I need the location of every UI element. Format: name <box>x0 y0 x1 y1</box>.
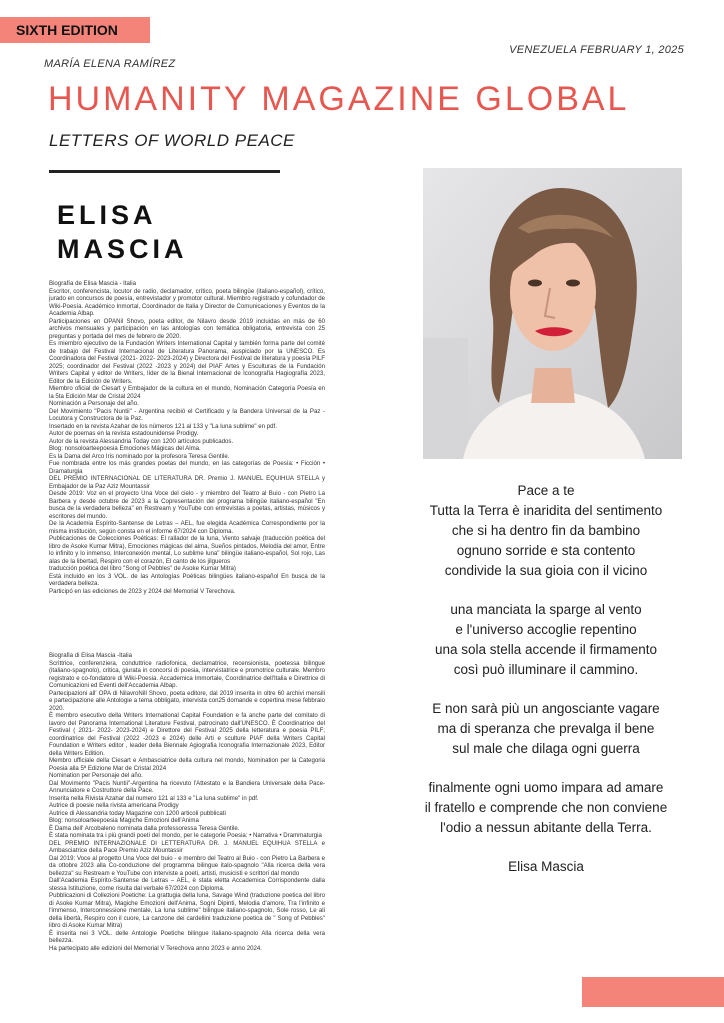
poem-line: una manciata la sparge al vento <box>450 602 642 617</box>
bio-es-paragraph: Participaciones en OPANil Shovo, poeta editor, de Nilavro desde 2019 incluidas en más de 60 archivos mensuales y participación en las antologías con temática obligatoria, entrevista con 25 preguntas y portada del mes de febrero de 2020. <box>49 317 325 340</box>
poem-line: che si ha dentro fin da bambino <box>451 523 641 538</box>
bio-es-paragraph: Del Movimiento "Pacis Nuntii" - Argentina recibió el Certificado y la Bandera Universal de la Paz - Locutora y Constructora de la Paz. <box>49 407 325 422</box>
poem-line: sul male che dilaga ogni guerra <box>452 741 640 756</box>
bio-es-paragraph: Participó en las ediciones de 2023 y 2024 del Memorial V Terechova. <box>49 587 236 595</box>
bio-it-paragraph: Autrice di poesie nella rivista americana Prodigy <box>49 802 179 809</box>
poem-line: condivide la sua gioia con il vicino <box>444 563 648 578</box>
bio-it-paragraph: Membro ufficiale della Ciesart e Ambasciatrice della cultura nel mondo, Nomination per la Categoria Poesia alla 5ª Edizione Mar de Cristal 2024 <box>49 757 325 772</box>
magazine-title: HUMANITY MAGAZINE GLOBAL <box>48 80 630 118</box>
bio-es-paragraph: Blog: nonsoloarteepoesia Emociones Mágicas del Alma. <box>49 445 201 452</box>
bio-it-paragraph: Partecipazioni all' OPA di NilavroNill Shovo, poeta editore, dal 2019 inserita in oltre 60 archivi mensili e partecipazione alle Antologie a tema obbligato, intervista con25 domande e copertina mese febbraio 2020. <box>49 689 325 712</box>
biography-spanish <box>49 280 325 595</box>
bio-es-paragraph: Autor de la revista Alessandria Today con 1200 artículos publicados. <box>49 437 234 445</box>
title-divider <box>49 170 280 173</box>
portrait-illustration <box>423 168 682 459</box>
bio-es-paragraph: traducción poética del libro "Song of Pebbles" de Asoke Kumar Mitra) <box>49 565 236 572</box>
poem <box>396 481 696 877</box>
poem-line: Tutta la Terra è inaridita del sentimento <box>429 503 663 518</box>
editor-name: MARÍA ELENA RAMÍREZ <box>44 58 176 70</box>
author-name <box>57 198 188 266</box>
bio-es-paragraph: Escritor, conferencista, locutor de radio, declamador, crítico, poeta bilingüe (italiano-español), crítico, jurado en concursos de poesía, entrevistador y promotor cultural. Miembro registrado y cofundador de Wiki-Poesía. Académico Inmortal, Coordinador de Italia y Director de Comunicaciones y Eventos de la Academia Albap. <box>49 287 325 317</box>
poem-stanza <box>396 600 696 680</box>
poem-line: ognuno sorride e sta contento <box>456 543 636 558</box>
edition-badge: SIXTH EDITION <box>0 17 150 43</box>
bio-es-paragraph: Insertado en la revista Azahar de los números 121 al 133 y "La luna sublime" en pdf. <box>49 422 277 430</box>
issue-date: VENEZUELA FEBRUARY 1, 2025 <box>509 44 684 56</box>
bio-it-paragraph: Ha partecipato alle edizioni del Memorial V Terechova anno 2023 e anno 2024. <box>49 944 262 952</box>
bio-it-paragraph: Dall'Academia Espírito-Santense de Letras – AEL, è stata eletta Accademica Corrispondente dalla stessa Istituzione, come risulta dal verbale 67/2024 con Diploma. <box>49 877 325 892</box>
author-last-name: MASCIA <box>57 234 188 264</box>
poem-line: così può illuminare il cammino. <box>453 662 639 677</box>
bio-es-paragraph: Miembro oficial de Ciesart y Embajador de la cultura en el mundo, Nominación Categoría Poesía en la 5ta Edición Mar de Cristal 2024 <box>49 385 325 400</box>
bio-it-paragraph: Pubblicazioni di Collezioni Poetiche: La grattugia della luna, Savage Wind (traduzione poetica del libro di Asoke Kumar Mitra), Magiche Emozioni dell'Anima, Sogni Dipinti, Melodia d'amore, Tra l'infinito e l'immenso, Interconnessione mentale, La luna sublime" bilingue italiano-spagnolo, Sole rosso, Le ali della libertà, Respiro con il cuore, La canzone dei cardellini traduzione poetica de " Song of Pebbles" libro di Asoke Kumar Mitra) <box>49 892 325 929</box>
bio-it-paragraph: Scrittrice, conferenziera, conduttrice radiofonica, declamatrice, recensionista, poetessa bilingue (italiano-spagnolo), critica, giurata in concorsi di poesia, intervistatrice e promotrice culturale. Membro registrato e co-fondatore di Wiki-Poesia. Accademica Immortale, Coordinatrice dell'Italia e Direttrice di Comunicazioni ed Eventi dell'Accademia Albap. <box>49 659 325 689</box>
bio-es-paragraph: Biografía de Elisa Mascia - Italia <box>49 280 137 287</box>
bio-es-paragraph: Está incluido en los 3 VOL. de las Antologías Poéticas bilingües italiano-español En busca de la verdadera belleza. <box>49 572 325 587</box>
bio-it-paragraph: È Dama dell' Arcobaleno nominata dalla professoressa Teresa Gentile. <box>49 824 240 832</box>
author-portrait <box>423 168 682 459</box>
bio-es-paragraph: Es miembro ejecutivo de la Fundación Writers International Capital y también forma parte del comité de trabajo del Festival Internacional de Literatura Panorama, auspiciado por la UNESCO. Es Coordinadora del Festival (2021- 2022- 2023-2024) y Directora del Festival de literatura y poesía PILF 2025; coordinador del Festival (2022 -2023 y 2024) del PIAF Artes y Esculturas de la Fundación Writers Capital y editor de Writers, líder de la Bienal Internacional de Iconografía Hagiografía 2023, Editor de la Edición de Writers. <box>49 340 325 385</box>
poem-line: l'odio a nessun abitante della Terra. <box>440 820 652 835</box>
author-first-name: ELISA <box>57 200 157 230</box>
poem-line: e l'universo accoglie repentino <box>455 622 637 637</box>
footer-accent-bar <box>582 977 724 1007</box>
bio-es-paragraph: Desde 2019: Voz en el proyecto Una Voce del cielo - y miembro del Teatro al Buio - con Pietro La Barbera y desde octubre de 2023 a la Copresentación del programa bilingüe italiano-español "En busca de la verdadera belleza" en Restream y YouTube con entrevistas a poetas, artistas, músicos y escritores del mundo. <box>49 490 325 520</box>
bio-it-paragraph: È stata nominata tra i più grandi poeti del mondo, per le categorie Poesia: • Narrativa • Drammaturgia <box>49 832 322 839</box>
bio-es-paragraph: De la Academia Espírito-Santense de Letras – AEL, fue elegida Académica Correspondiente por la misma institución, según consta en el informe 67/2024 con Diploma. <box>49 520 325 535</box>
magazine-subtitle: LETTERS OF WORLD PEACE <box>49 131 295 150</box>
bio-it-paragraph: Biografia di Elisa Mascia -Italia <box>49 652 132 659</box>
poem-line: Pace a te <box>517 483 575 498</box>
bio-it-paragraph: Blog: nonsoloarteepoesia Magiche Emozioni dell'Anima <box>49 817 199 824</box>
bio-it-paragraph: DEL PREMIO INTERNAZIONALE DI LETTERATURA DR. J. MANUEL EQUIHUA STELLA e Ambasciatrice della Pace Premio Aziz Mountassir <box>49 839 325 854</box>
poem-line: ma di speranza che prevalga il bene <box>437 721 655 736</box>
bio-it-paragraph: È inserita nei 3 VOL. delle Antologie Poetiche bilingue italiano-spagnolo Alla ricerca della vera bellezza. <box>49 929 325 944</box>
bio-it-paragraph: Inserita nella Rivista Azahar dal numero 121 al 133 e "La luna sublime" in pdf. <box>49 794 259 802</box>
bio-es-paragraph: Es la Dama del Arco Iris nominado por la profesora Teresa Gentile. <box>49 452 230 460</box>
poem-stanza <box>396 699 696 759</box>
poem-stanza <box>396 481 696 581</box>
poem-line: una sola stella accende il firmamento <box>434 642 658 657</box>
poem-line: E non sarà più un angosciante vagare <box>432 701 660 716</box>
poem-line: finalmente ogni uomo impara ad amare <box>428 780 664 795</box>
bio-it-paragraph: Dal Movimento "Pacis Nuntii"-Argentina ha ricevuto l'Attestato e la Bandiera Universale della Pace- Annunciatore e Costruttore della Pace. <box>49 779 325 794</box>
bio-es-paragraph: Publicaciones de Colecciones Poéticas: El rallador de la luna, Viento salvaje (traducción poética del libro de Asoke Kumar Mitra), Emociones mágicas del alma, Sueños pintados, Melodía del amor, Entre lo infinito y lo inmenso, Interconexión mental, Lo sublime luna" bilingüe italiano-español, Sol rojo, Las alas de la libertad, Respiro con el corazón, El canto de los jilgueros <box>49 535 325 565</box>
poem-signature: Elisa Mascia <box>508 859 584 874</box>
biography-italian <box>49 652 325 952</box>
bio-es-paragraph: DEL PREMIO INTERNACIONAL DE LITERATURA DR. Premio J. MANUEL EQUIHUA STELLA y Embajador de la Paz Aziz Mountassir <box>49 475 325 490</box>
bio-it-paragraph: Dal 2019: Voce al progetto Una Voce del buio - e membro del Teatro al Buio - con Pietro La Barbera e da ottobre 2023 alla Co-conduzione del programma bilingue italo-spagnolo "Alla ricerca della vera bellezza" su Restream e YouTube con interviste a poeti, artisti, musicisti e scrittori dal mondo <box>49 854 325 877</box>
bio-it-paragraph: È membro esecutivo della Writers International Capital Foundation e fa anche parte del comitato di lavoro del Panorama International Literature Festival, patrocinato dall'UNESCO. È Coordinatrice del Festival ( 2021- 2022- 2023-2024) e Direttore del Festival 2025 della letteratura e poesia PILF; coordinatrice del Festival (2022 -2023 e 2024) delle Arti e sculture PIAF della Writers Capital Foundation e Writers editor , leader della Biennale Agiografia Iconografia Internazionale 2023, Editor della Writers Edition. <box>49 712 325 757</box>
bio-es-paragraph: Fue nombrada entre los más grandes poetas del mundo, en las categorías de Poesía: • Ficción • Dramaturgia <box>49 460 325 475</box>
bio-it-paragraph: Nomination per Personaje del año. <box>49 772 143 779</box>
bio-es-paragraph: Autor de poemas en la revista estadounidense Prodigy. <box>49 430 199 437</box>
poem-line: il fratello e comprende che non conviene <box>424 800 668 815</box>
bio-it-paragraph: Autrice di Alessandria today Magazine con 1200 articoli pubblicati <box>49 809 226 817</box>
bio-es-paragraph: Nominación a Personaje del año. <box>49 400 139 407</box>
poem-stanza <box>396 778 696 838</box>
